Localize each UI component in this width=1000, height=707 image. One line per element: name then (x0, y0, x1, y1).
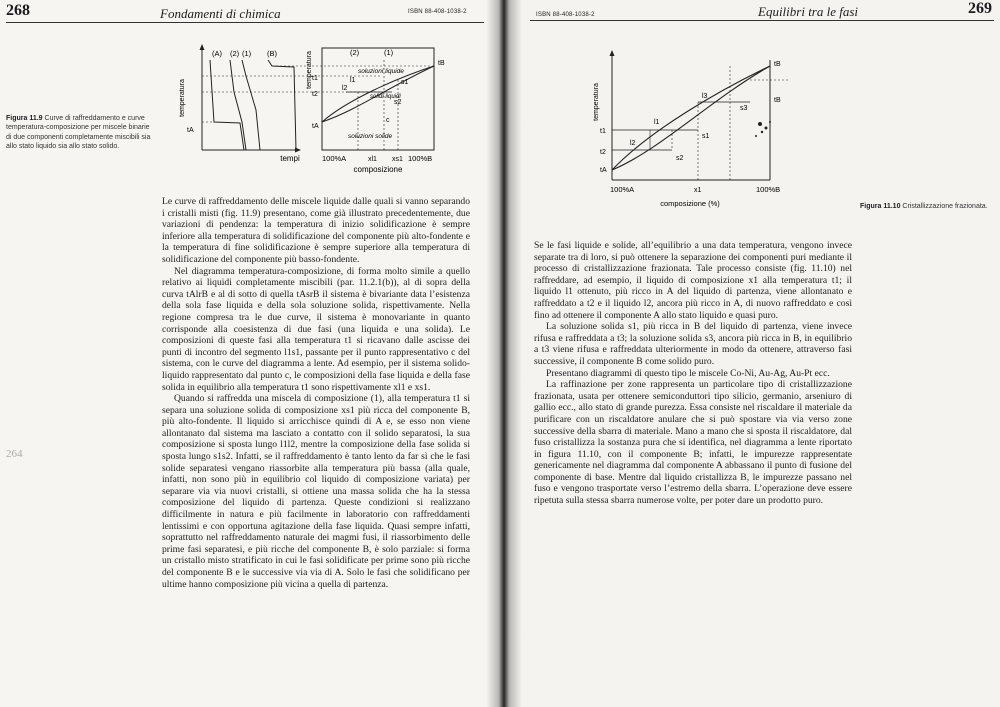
lens-c: c (386, 117, 390, 124)
fig-11-10-l1: l1 (654, 119, 660, 126)
lens-s1: s1 (401, 79, 409, 86)
lens-x-l1: xl1 (368, 156, 377, 163)
left-paragraph: Nel diagramma temperatura-composizione, di forma molto simile a quello relativo ai liquidi completamente miscibili (par. 11.2.1(b)), al di sopra della curva tAlrB e al di sotto di quella tAsrB il sistema è bivariante data l’esistenza della sola fase liquida e della sola soluzione solida, rispettivamente. Nella regione compresa tra le due curve, il sistema è monovariante in quanto corrisponde alla coesistenza di due fasi (una liquida e una solida). Le composizioni di queste fasi alla temperatura t1 si ricavano dalle ascisse dei punti di incontro del segmento l1s1, passante per il punto rappresentativo c del sistema, con le curve del diagramma a lente. Ad esempio, per il sistema solido-liquido rappresentato dal punto c, le composizioni della fase liquida e della fase solida in equilibrio alla temperatura t1 sono rispettivamente xl1 e xs1. (162, 265, 470, 393)
fig-11-10-x-100a: 100%A (610, 185, 635, 194)
figure-11-9 (172, 40, 462, 180)
left-running-title: Fondamenti di chimica (160, 6, 281, 21)
left-page-number: 268 (6, 2, 30, 19)
lens-l1: l1 (350, 77, 356, 84)
left-body-text (162, 196, 470, 590)
right-page-number: 269 (968, 0, 992, 17)
lens-diagram-panel (306, 48, 445, 174)
lens-region-liquid: soluzioni liquide (358, 68, 404, 75)
lens-t1: t1 (312, 75, 318, 82)
fig-11-10-s3: s3 (740, 105, 748, 112)
left-paragraph: Le curve di raffreddamento delle miscele liquide dalle quali si vanno separando i cristalli misti (fig. 11.9) presentano, come già illustrato precedentemente, due variazioni di pendenza: la temperatura di inizio solidificazione è sempre inferiore alla temperatura di solidificazione del componente più alto-fondente e la temperatura di fine solidificazione è sempre superiore alla temperatura di solidificazione del componente più basso-fondente. (162, 196, 470, 265)
right-paragraph: La soluzione solida s1, più ricca in B del liquido di partenza, viene invece rifusa e raffreddata a t3; la soluzione solida s3, ancora più ricca in B, in equilibrio a t3 viene rifusa e raffreddata ulteriormente in modo da ottenere, attraverso fasi successive, il componente B come solido puro. (534, 321, 852, 367)
lens-region-mix: solidi liquidi (370, 94, 401, 100)
fig-11-10-tb-top: tB (774, 61, 781, 68)
figure-11-10 (590, 50, 810, 225)
lens-x-100a: 100%A (322, 154, 347, 163)
fig-11-10-l3: l3 (702, 93, 708, 100)
left-header-rule (6, 22, 484, 23)
fig-11-10-t1: t1 (600, 128, 606, 135)
lens-curve-label-1: (1) (384, 48, 394, 57)
fig-11-10-s1: s1 (702, 133, 710, 140)
lens-t2: t2 (312, 91, 318, 98)
right-paragraph: Presentano diagrammi di questo tipo le miscele Co-Ni, Au-Ag, Au-Pt ecc. (546, 367, 830, 379)
lens-curve-label-2: (2) (350, 48, 360, 57)
lens-ta: tA (312, 123, 319, 130)
fig-11-10-x-100b: 100%B (756, 185, 781, 194)
lens-tb: tB (438, 60, 445, 67)
curve-label-2: (2) (230, 49, 240, 58)
figure-11-9-caption (6, 114, 156, 152)
right-page (500, 0, 1000, 707)
figure-11-10-caption-label: Figura 11.10 (860, 203, 901, 210)
figure-11-10-caption-text: Cristallizzazione frazionata. (902, 203, 988, 210)
left-paragraph: Quando si raffredda una miscela di composizione (1), alla temperatura t1 si separa una soluzione solida di composizione xs1 più ricca del componente B, più alto-fondente. Il liquido si arricchisce quindi di A e, se esso non viene allontanato dal sistema ma lasciato a contatto con il solido separatosi, la sua composizione si sposta lungo l1l2, mentre la composizione della fase solida si sposta lungo s1s2. Infatti, se il raffreddamento è tanto lento da far sì che le fasi solide separatesi vengano riassorbite alla temperatura più bassa (alla quale, infatti, non sono più in equilibrio col liquido di composizione variata) per separare via via nuovi cristalli, si ottiene una massa solida che ha la stessa composizione del liquido di partenza. Queste condizioni si realizzano difficilmente in natura e più facilmente in laboratorio con raffreddamenti lentissimi e con opportuna agitazione della fase liquida. Quasi sempre infatti, soprattutto nel raffreddamento naturale dei magmi fusi, il riassorbimento delle prime fasi separatesi, e più ricche del componente B, è solo parziale: si forma un cristallo misto stratificato in cui le fasi solidificate per prime sono più ricche del componente B e le successive via via di A. Solo le fasi che solidificano per ultime hanno composizione più vicina a quella di partenza. (162, 393, 470, 590)
curve-label-a: (A) (212, 49, 222, 58)
right-isbn: ISBN 88-408-1038-2 (536, 12, 595, 18)
left-margin-number: 264 (6, 448, 23, 460)
right-running-title: Equilibri tra le fasi (758, 4, 859, 19)
book-gutter (486, 0, 522, 707)
lens-region-solid: soluzioni solide (348, 133, 393, 140)
lens-xlabel: composizione (353, 165, 403, 174)
ink-smudge (755, 121, 771, 137)
lens-ylabel: temperatura (306, 51, 313, 89)
figure-11-10-caption (860, 202, 990, 211)
left-isbn: ISBN 88-408-1038-2 (408, 9, 467, 15)
fig-11-10-xlabel: composizione (%) (660, 199, 720, 208)
lens-x-100b: 100%B (408, 154, 433, 163)
left-panel-ta: tA (187, 127, 194, 134)
left-panel-xlabel: tempi (280, 154, 300, 163)
right-paragraph: Se le fasi liquide e solide, all’equilibrio a una data temperatura, vengono invece separate tra di loro, si può ottenere la separazione dei componenti puri mediante il processo di cristallizzazione frazionata. Tale processo consiste (fig. 11.10) nel raffreddare, ad esempio, il liquido di composizione x1 alla temperatura t1; il liquido l1 ottenuto, più ricco in A del liquido di partenza, viene allontanato e raffreddato a t2 e il liquido l2, ancora più ricco in A, di nuovo raffreddato e così fino ad ottenere il componente A allo stato liquido e quasi puro. (534, 240, 852, 321)
fig-11-10-ylabel: temperatura (593, 83, 600, 121)
curve-label-1: (1) (242, 49, 252, 58)
left-panel-ylabel: temperatura (179, 79, 186, 117)
figure-11-9-caption-text: Curve di raffreddamento e curve temperatura-composizione per miscele binarie di due componenti completamente miscibili sia allo stato liquido sia allo stato solido. (6, 115, 151, 151)
right-paragraph: La raffinazione per zone rappresenta un particolare tipo di cristallizzazione frazionata, usata per ottenere semiconduttori tipo silicio, germanio, arseniuro di gallio ecc., allo stato di grande purezza. Essa consiste nel riscaldare il materiale da purificare con un riscaldatore anulare che si può spostare via via verso zone successive della sbarra di materiale. Mano a mano che si sposta il riscaldatore, dal fuso cristallizza la sostanza pura che si identifica, nel diagramma a lente riportato in figura 11.10, con il componente B; infatti, le impurezze rappresentate genericamente nel diagramma dal componente A abbassano il punto di fusione del componente di base. Mentre dal liquido cristallizza B, le impurezze passano nel fuso e vengono trasportate verso l’estremo della sbarra. L’operazione deve essere ripetuta sulla stessa sbarra numerose volte, per poter dare un prodotto puro. (534, 379, 852, 507)
right-body-text (534, 240, 852, 507)
curve-label-b: (B) (267, 49, 277, 58)
fig-11-10-tb-right: tB (774, 97, 781, 104)
figure-11-9-caption-label: Figura 11.9 (6, 115, 43, 122)
fig-11-10-x1: x1 (694, 187, 702, 194)
fig-11-10-ta: tA (600, 167, 607, 174)
fig-11-10-l2: l2 (630, 140, 636, 147)
lens-l2: l2 (342, 85, 348, 92)
lens-s2: s2 (394, 99, 402, 106)
fig-11-10-s2: s2 (676, 155, 684, 162)
right-header-rule (530, 20, 994, 21)
fig-11-10-t2: t2 (600, 149, 606, 156)
lens-x-s1: xs1 (392, 156, 403, 163)
